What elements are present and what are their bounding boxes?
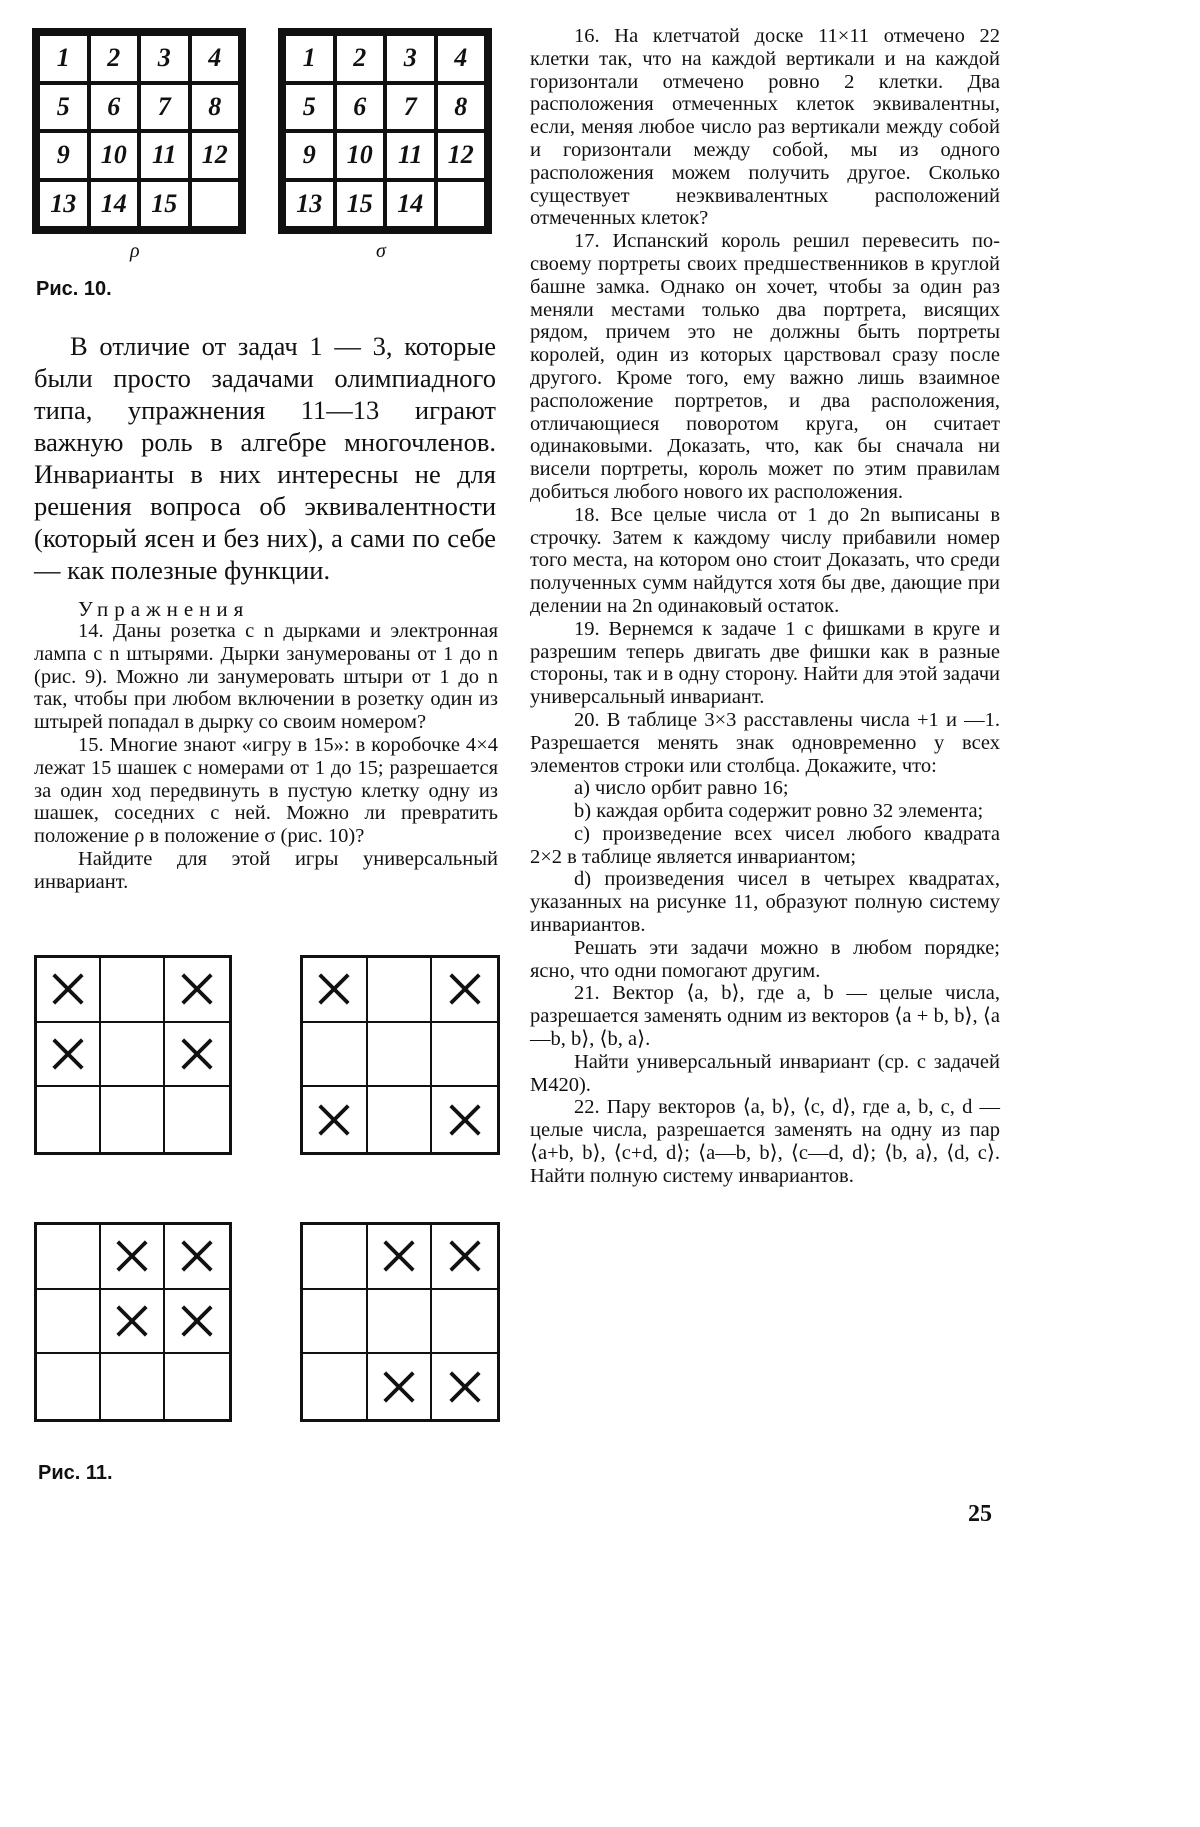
empty-cell [101, 1354, 165, 1419]
puzzle-tile: 2 [337, 36, 384, 81]
exercise-paragraph: Решать эти задачи можно в любом порядке; ясно, что одни помогают другим. [530, 936, 1000, 982]
empty-cell [165, 1087, 229, 1152]
exercises-heading: Упражнения [78, 597, 250, 621]
exercise-paragraph: 20. В таблице 3×3 расставлены числа +1 и —1. Разрешается менять знак одновременно у всех элементов строки или столбца. Докажите, что: [530, 708, 1000, 777]
cross-icon [178, 1237, 216, 1275]
exercise-paragraph: 21. Вектор ⟨a, b⟩, где a, b — целые числа, разрешается заменять одним из векторов ⟨a + b, b⟩, ⟨a—b, b⟩, ⟨b, a⟩. [530, 982, 1000, 1051]
exercise-paragraph: d) произведения чисел в четырех квадратах, указанных на рисунке 11, образуют полную систему инвариантов. [530, 868, 1000, 937]
cross-icon [113, 1237, 151, 1275]
cross-cell [432, 1087, 497, 1152]
puzzle-rho [32, 28, 246, 234]
puzzle-tile: 5 [286, 85, 333, 130]
cross-cell [165, 958, 229, 1023]
cross-cell [368, 1225, 433, 1290]
empty-cell [303, 1290, 368, 1355]
puzzle-tile: 1 [286, 36, 333, 81]
exercise-paragraph: 16. На клетчатой доске 11×11 отмечено 22 клетки так, что на каждой вертикали и на каждой горизонтали отмечено ровно 2 клетки. Два расположения отмеченных клеток эквивалентны, если, меняя любое число раз вертикали между собой и горизонтали между собой, мы из одного расположения можем получить другое. Сколько существует неэквивалентных расположений отмеченных клеток? [530, 25, 1000, 230]
puzzle-tile: 3 [387, 36, 434, 81]
empty-cell [37, 1225, 101, 1290]
empty-cell [165, 1354, 229, 1419]
cross-icon [380, 1368, 418, 1406]
fig11-grid-3 [34, 1222, 232, 1422]
empty-cell [432, 1023, 497, 1088]
cross-cell [432, 958, 497, 1023]
exercise-paragraph: b) каждая орбита содержит ровно 32 элемента; [574, 800, 984, 823]
puzzle-tile: 14 [91, 182, 138, 227]
puzzle-tile: 9 [286, 133, 333, 178]
puzzle-sigma [278, 28, 492, 234]
cross-icon [315, 1101, 353, 1139]
empty-cell [368, 958, 433, 1023]
exercise-paragraph: 18. Все целые числа от 1 до 2n выписаны в строчку. Затем к каждому числу прибавили номер того места, на котором оно стоит Доказать, что среди полученных сумм найдутся хотя бы две, дающие при делении на 2n одинаковый остаток. [530, 503, 1000, 617]
cross-icon [446, 1101, 484, 1139]
puzzle-tile: 13 [286, 182, 333, 227]
cross-cell [303, 1087, 368, 1152]
puzzle-tile: 15 [141, 182, 188, 227]
cross-cell [101, 1225, 165, 1290]
puzzle-rho-grid [40, 36, 238, 226]
exercise-paragraph: Найдите для этой игры универсальный инвариант. [34, 847, 498, 893]
page-number: 25 [968, 1501, 992, 1527]
exercise-paragraph: Найти универсальный инвариант (ср. с задачей М420). [530, 1050, 1000, 1096]
puzzle-tile: 4 [438, 36, 485, 81]
cross-cell [101, 1290, 165, 1355]
empty-cell [368, 1290, 433, 1355]
cross-cell [165, 1225, 229, 1290]
cross-cell [37, 1023, 101, 1088]
puzzle-tile: 7 [387, 85, 434, 130]
puzzle-tile: 10 [337, 133, 384, 178]
cross-icon [178, 970, 216, 1008]
exercise-paragraph: c) произведение всех чисел любого квадрата 2×2 в таблице является инвариантом; [530, 822, 1000, 868]
cross-icon [178, 1035, 216, 1073]
cross-cell [432, 1354, 497, 1419]
intro-paragraph: В отличие от задач 1 — 3, которые были просто задачами олимпиадного типа, упражнения 11—13 играют важную роль в алгебре многочленов. Инварианты в них интересны не для решения вопроса об эквивалентности (который ясен и без них), а сами по себе — как полезные функции. [34, 331, 496, 585]
puzzle-tile: 12 [192, 133, 239, 178]
empty-cell [101, 1087, 165, 1152]
puzzle-tile: 8 [192, 85, 239, 130]
cross-icon [113, 1302, 151, 1340]
puzzle-tile: 11 [141, 133, 188, 178]
exercise-paragraph: 15. Многие знают «игру в 15»: в коробочке 4×4 лежат 15 шашек с номерами от 1 до 15; разрешается за один ход передвинуть в пустую клетку одну из шашек, соседних с ней. Можно ли превратить положение ρ в положение σ (рис. 10)? [34, 733, 498, 848]
empty-cell [37, 1354, 101, 1419]
figure-11-caption: Рис. 11. [38, 1462, 113, 1484]
cross-cell [165, 1290, 229, 1355]
puzzle-tile: 8 [438, 85, 485, 130]
puzzle-tile: 9 [40, 133, 87, 178]
empty-cell [368, 1023, 433, 1088]
puzzle-tile: 5 [40, 85, 87, 130]
empty-cell [368, 1087, 433, 1152]
puzzle-tile: 4 [192, 36, 239, 81]
puzzle-tile [192, 182, 239, 227]
empty-cell [37, 1087, 101, 1152]
exercise-paragraph: a) число орбит равно 16; [574, 777, 789, 800]
cross-cell [432, 1225, 497, 1290]
puzzle-tile: 10 [91, 133, 138, 178]
cross-cell [303, 958, 368, 1023]
puzzle-tile: 6 [91, 85, 138, 130]
puzzle-tile: 1 [40, 36, 87, 81]
exercise-paragraph: 14. Даны розетка с n дырками и электронная лампа с n штырями. Дырки занумерованы от 1 до n (рис. 9). Можно ли занумеровать штыри от 1 до n так, чтобы при любом включении в розетку один из штырей попадал в дырку со своим номером? [34, 620, 498, 734]
puzzle-tile: 6 [337, 85, 384, 130]
puzzle-sigma-grid [286, 36, 484, 226]
cross-icon [446, 1368, 484, 1406]
exercise-paragraph: 22. Пару векторов ⟨a, b⟩, ⟨c, d⟩, где a, b, c, d — целые числа, разрешается заменять на одну из пар ⟨a+b, b⟩, ⟨c+d, d⟩; ⟨a—b, b⟩, ⟨c—d, d⟩; ⟨b, a⟩, ⟨d, c⟩. Найти полную систему инвариантов. [530, 1096, 1000, 1187]
puzzle-tile: 13 [40, 182, 87, 227]
fig11-grid-4 [300, 1222, 500, 1422]
left-exercises [34, 620, 498, 894]
puzzle-tile: 14 [387, 182, 434, 227]
cross-icon [446, 970, 484, 1008]
cross-icon [315, 970, 353, 1008]
puzzle-tile [438, 182, 485, 227]
empty-cell [303, 1023, 368, 1088]
puzzle-tile: 3 [141, 36, 188, 81]
cross-icon [49, 1035, 87, 1073]
empty-cell [37, 1290, 101, 1355]
right-exercises [530, 25, 1000, 1188]
cross-icon [49, 970, 87, 1008]
fig11-grid-1 [34, 955, 232, 1155]
puzzle-tile: 11 [387, 133, 434, 178]
fig11-grid-2 [300, 955, 500, 1155]
puzzle-tile: 2 [91, 36, 138, 81]
exercise-paragraph: 19. Вернемся к задаче 1 с фишками в круге и разрешим теперь двигать две фишки как в разные стороны, так и в одну сторону. Найти для этой задачи универсальный инвариант. [530, 617, 1000, 709]
empty-cell [432, 1290, 497, 1355]
cross-cell [368, 1354, 433, 1419]
cross-icon [446, 1237, 484, 1275]
puzzle-tile: 15 [337, 182, 384, 227]
cross-cell [165, 1023, 229, 1088]
puzzle-rho-label: ρ [130, 240, 140, 262]
cross-icon [380, 1237, 418, 1275]
puzzle-tile: 7 [141, 85, 188, 130]
empty-cell [101, 958, 165, 1023]
empty-cell [303, 1225, 368, 1290]
empty-cell [303, 1354, 368, 1419]
exercise-paragraph: 17. Испанский король решил перевесить по-своему портреты своих предшественников в круглой башне замка. Однако он хочет, чтобы за один раз меняли местами только два портрета, висящих рядом, причем это не должны быть портреты королей, один из которых царствовал сразу после другого. Кроме того, ему важно лишь взаимное расположение портретов, и два расположения, отличающиеся поворотом круга, он считает одинаковыми. Доказать, что, как бы сначала ни висели портреты, король может по этим правилам добиться любого нового их расположения. [530, 230, 1000, 503]
figure-10-caption: Рис. 10. [36, 278, 112, 300]
puzzle-sigma-label: σ [376, 240, 386, 262]
puzzle-tile: 12 [438, 133, 485, 178]
cross-cell [37, 958, 101, 1023]
empty-cell [101, 1023, 165, 1088]
cross-icon [178, 1302, 216, 1340]
